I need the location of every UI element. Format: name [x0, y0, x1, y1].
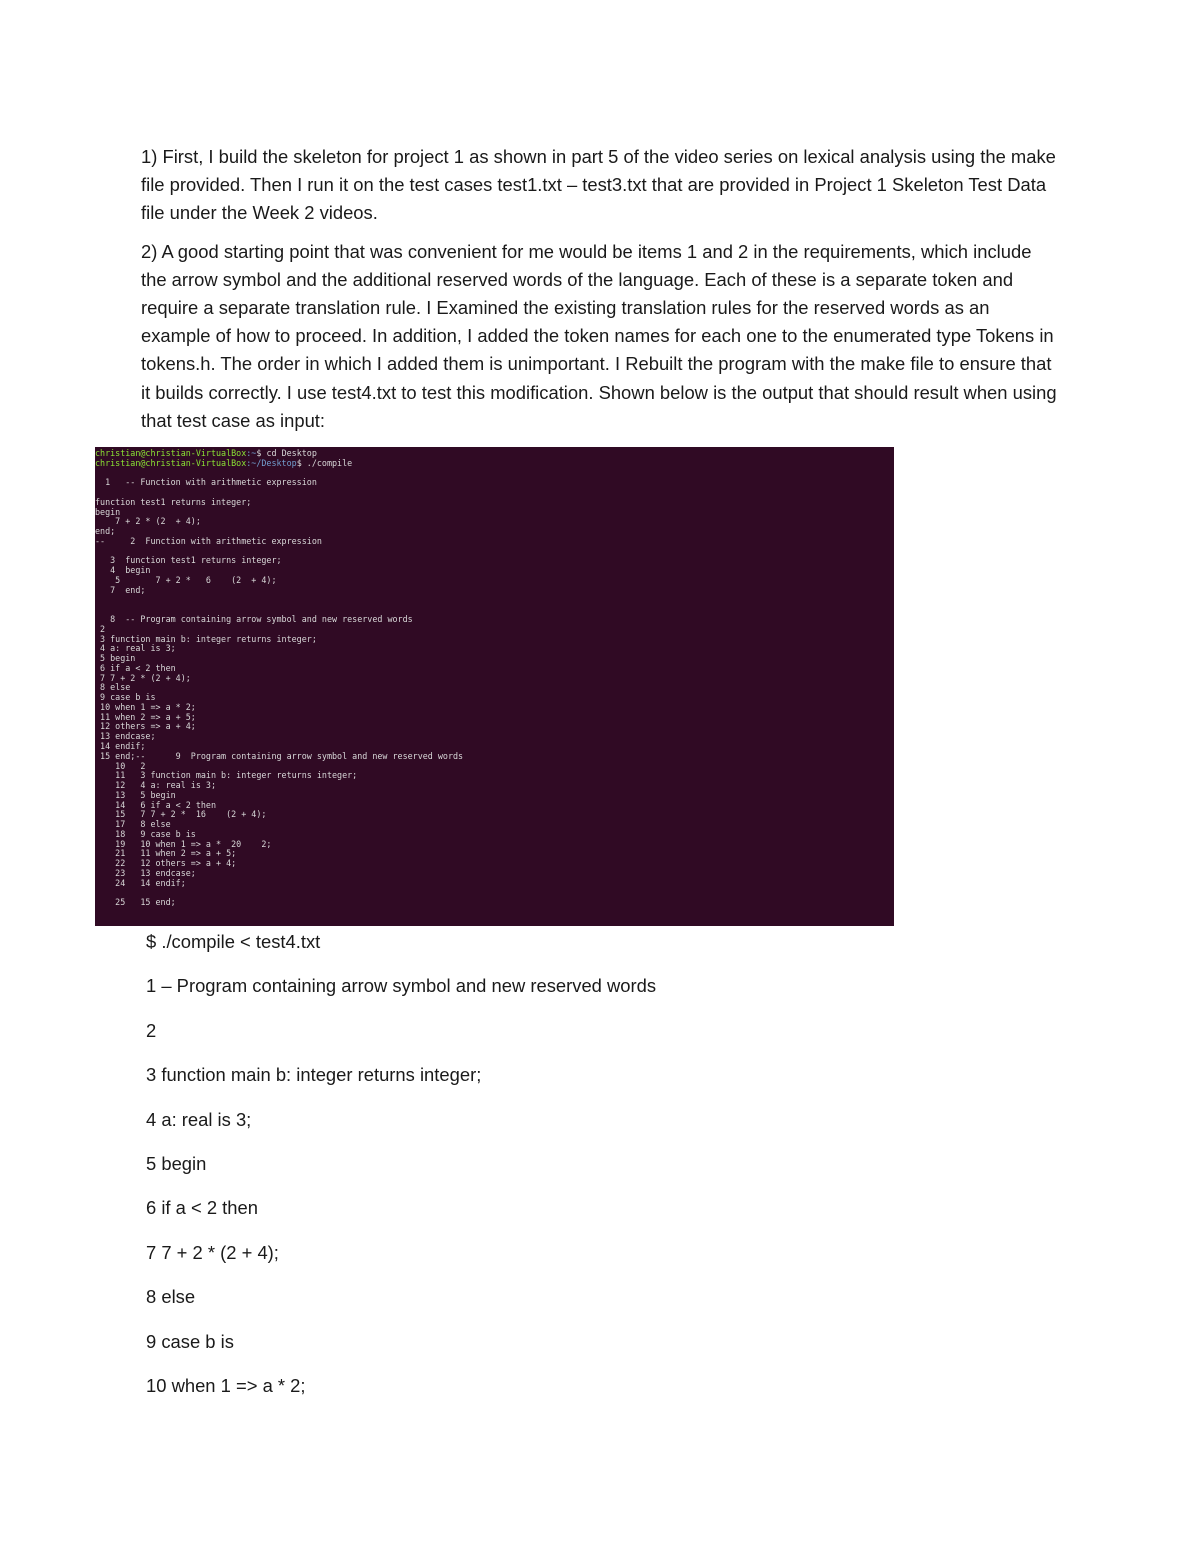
- terminal-line: 3 function main b: integer returns integer;: [95, 634, 317, 644]
- terminal-line: 13 5 begin: [95, 790, 176, 800]
- terminal-line: 4 a: real is 3;: [95, 644, 176, 654]
- output-line: 4 a: real is 3;: [146, 1108, 252, 1130]
- terminal-line: 15 7 7 + 2 * 16 (2 + 4);: [95, 810, 267, 820]
- terminal-prompt-path: :~: [246, 449, 257, 458]
- terminal-line: 19 10 when 1 => a * 20 2;: [95, 839, 272, 849]
- terminal-line: 7 7 + 2 * (2 + 4);: [95, 673, 191, 683]
- terminal-line: 24 14 endif;: [95, 878, 186, 888]
- terminal-line: 1 -- Function with arithmetic expression: [95, 478, 317, 488]
- terminal-line: 25 15 end;: [95, 898, 176, 908]
- terminal-line: 12 others => a + 4;: [95, 722, 196, 732]
- terminal-line: [95, 605, 894, 615]
- terminal-line: 2: [95, 624, 106, 634]
- terminal-line: 14 6 if a < 2 then: [95, 800, 217, 810]
- terminal-line: 5 begin: [95, 654, 136, 664]
- paragraph-step-1: 1) First, I build the skeleton for project 1 as shown in part 5 of the video series on lexical analysis using the make file provided. Then I run it on the test cases test1.txt – test3.txt that are provided in Project 1 Skeleton Test Data file under the Week 2 videos.: [141, 146, 1056, 224]
- output-line: 9 case b is: [146, 1330, 234, 1352]
- terminal-line: 6 if a < 2 then: [95, 663, 176, 673]
- terminal-line: [95, 488, 894, 498]
- terminal-line: [95, 469, 894, 479]
- output-line: 10 when 1 => a * 2;: [146, 1374, 306, 1396]
- terminal-screenshot: [95, 447, 894, 926]
- terminal-line: 15 end;-- 9 Program containing arrow symbol and new reserved words: [95, 751, 464, 761]
- terminal-line: begin: [95, 507, 121, 517]
- terminal-line: function test1 returns integer;: [95, 497, 252, 507]
- terminal-line: [95, 888, 894, 898]
- terminal-line: 8 -- Program containing arrow symbol and new reserved words: [95, 615, 413, 625]
- terminal-line: 8 else: [95, 683, 131, 693]
- terminal-line: [95, 595, 894, 605]
- terminal-command-line: [95, 449, 894, 459]
- terminal-line: 11 3 function main b: integer returns integer;: [95, 771, 358, 781]
- terminal-prompt-path: :~/Desktop: [246, 458, 297, 468]
- output-line: 3 function main b: integer returns integer;: [146, 1064, 482, 1086]
- terminal-prompt-user: christian@christian-VirtualBox: [95, 449, 247, 458]
- terminal-line: 12 4 a: real is 3;: [95, 781, 217, 791]
- output-line: 2: [146, 1019, 157, 1041]
- output-line: 1 – Program containing arrow symbol and new reserved words: [146, 975, 657, 997]
- terminal-line: end;: [95, 527, 116, 537]
- expected-output: [146, 928, 1046, 1416]
- terminal-output: [95, 469, 894, 908]
- terminal-line: 21 11 when 2 => a + 5;: [95, 849, 237, 859]
- terminal-line: 22 12 others => a + 4;: [95, 859, 237, 869]
- terminal-line: -- 2 Function with arithmetic expression: [95, 536, 322, 546]
- body-text: [141, 143, 1061, 445]
- output-command-line: $ ./compile < test4.txt: [146, 931, 321, 952]
- terminal-line: 4 begin: [95, 566, 151, 576]
- terminal-line: 10 2: [95, 761, 146, 771]
- terminal-line: 23 13 endcase;: [95, 868, 196, 878]
- output-line: 8 else: [146, 1286, 196, 1308]
- terminal-prompt-user: christian@christian-VirtualBox: [95, 458, 247, 468]
- terminal-line: 5 7 + 2 * 6 (2 + 4);: [95, 575, 277, 585]
- terminal-line: [95, 547, 894, 557]
- terminal-line: 7 + 2 * (2 + 4);: [95, 517, 201, 527]
- terminal-line: 13 endcase;: [95, 732, 156, 742]
- terminal-line: 18 9 case b is: [95, 829, 196, 839]
- output-line: 7 7 + 2 * (2 + 4);: [146, 1241, 279, 1263]
- terminal-command-line: [95, 459, 894, 469]
- terminal-line: 11 when 2 => a + 5;: [95, 712, 196, 722]
- terminal-line: 3 function test1 returns integer;: [95, 556, 282, 566]
- terminal-line: 17 8 else: [95, 820, 171, 830]
- terminal-line: 10 when 1 => a * 2;: [95, 702, 196, 712]
- terminal-command: $ ./compile: [296, 458, 353, 468]
- terminal-line: 9 case b is: [95, 693, 156, 703]
- terminal-command: $ cd Desktop: [256, 449, 317, 458]
- output-line: 5 begin: [146, 1152, 207, 1174]
- paragraph-step-2: 2) A good starting point that was convenient for me would be items 1 and 2 in the requirements, which include the arrow symbol and the additional reserved words of the language. Each of these is a separate token and require a separate translation rule. I Examined the existing translation rules for the reserved words as an example of how to proceed. In addition, I added the token names for each one to the enumerated type Tokens in tokens.h. The order in which I added them is unimportant. I Rebuilt the program with the make file to ensure that it builds correctly. I use test4.txt to test this modification. Shown below is the output that should result when using that test case as input:: [141, 240, 1057, 431]
- terminal-line: 7 end;: [95, 585, 146, 595]
- output-line: 6 if a < 2 then: [146, 1197, 258, 1219]
- terminal-line: 14 endif;: [95, 741, 146, 751]
